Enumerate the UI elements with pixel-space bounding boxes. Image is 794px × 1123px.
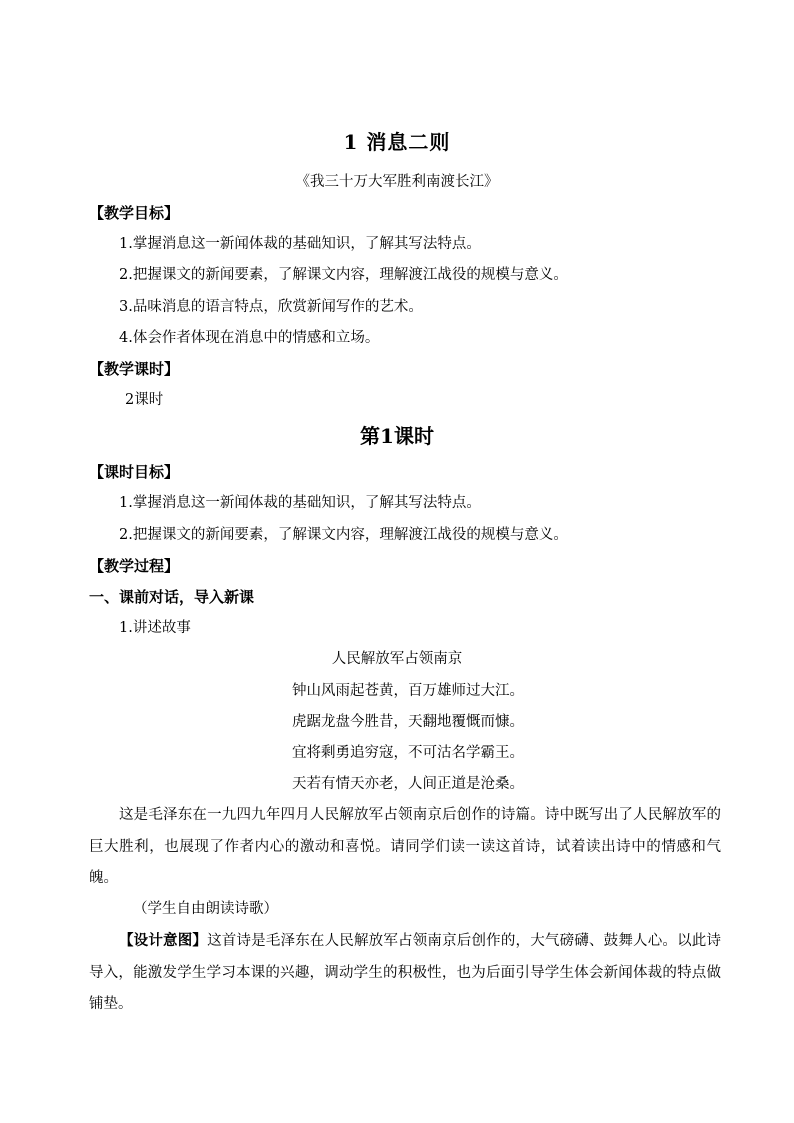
process-heading: 【教学过程】 — [89, 557, 180, 575]
teaching-goal-item: 2.把握课文的新闻要素，了解课文内容，理解渡江战役的规模与意义。 — [119, 267, 568, 283]
poem-title: 人民解放军占领南京 — [331, 651, 463, 667]
design-intent-label: 【设计意图】 — [119, 932, 208, 949]
step-1: 1.讲述故事 — [119, 620, 191, 636]
teaching-hours-heading: 【教学课时】 — [89, 360, 180, 378]
document-subtitle: 《我三十万大军胜利南渡长江》 — [295, 174, 499, 190]
teaching-goals-heading: 【教学目标】 — [89, 204, 180, 222]
lesson-title: 第1课时 — [360, 424, 434, 448]
teaching-goal-item: 3.品味消息的语言特点，欣赏新闻写作的艺术。 — [119, 299, 423, 315]
document-title: 1 消息二则 — [343, 130, 451, 154]
lesson-goals-heading: 【课时目标】 — [89, 463, 180, 481]
design-intent-paragraph — [89, 925, 721, 1021]
teaching-goal-item: 4.体会作者体现在消息中的情感和立场。 — [119, 330, 380, 346]
lesson-goal-item: 1.掌握消息这一新闻体裁的基础知识，了解其写法特点。 — [119, 495, 481, 511]
poem-line: 宜将剩勇追穷寇，不可沽名学霸王。 — [292, 745, 524, 761]
intro-paragraph: 这是毛泽东在一九四九年四月人民解放军占领南京后创作的诗篇。诗中既写出了人民解放军的巨大胜利，也展现了作者内心的激动和喜悦。请同学们读一读这首诗，试着读出诗中的情感和气魄。 — [89, 807, 721, 886]
poem-line: 天若有情天亦老，人间正道是沧桑。 — [292, 776, 524, 792]
section-1-title: 一、课前对话，导入新课 — [89, 588, 255, 606]
teaching-goal-item: 1.掌握消息这一新闻体裁的基础知识，了解其写法特点。 — [119, 236, 481, 252]
lesson-goal-item: 2.把握课文的新闻要素，了解课文内容，理解渡江战役的规模与意义。 — [119, 527, 568, 543]
poem-line: 钟山风雨起苍黄，百万雄师过大江。 — [292, 683, 524, 699]
design-intent-text: 这首诗是毛泽东在人民解放军占领南京后创作的，大气磅礴、鼓舞人心。以此诗导入，能激发学生学习本课的兴趣，调动学生的积极性，也为后面引导学生体会新闻体裁的特点做铺垫。 — [89, 933, 721, 1012]
reading-note: （学生自由朗读诗歌） — [133, 901, 278, 917]
poem-line: 虎踞龙盘今胜昔，天翻地覆慨而慷。 — [292, 714, 524, 730]
teaching-hours-value: 2课时 — [125, 392, 164, 408]
